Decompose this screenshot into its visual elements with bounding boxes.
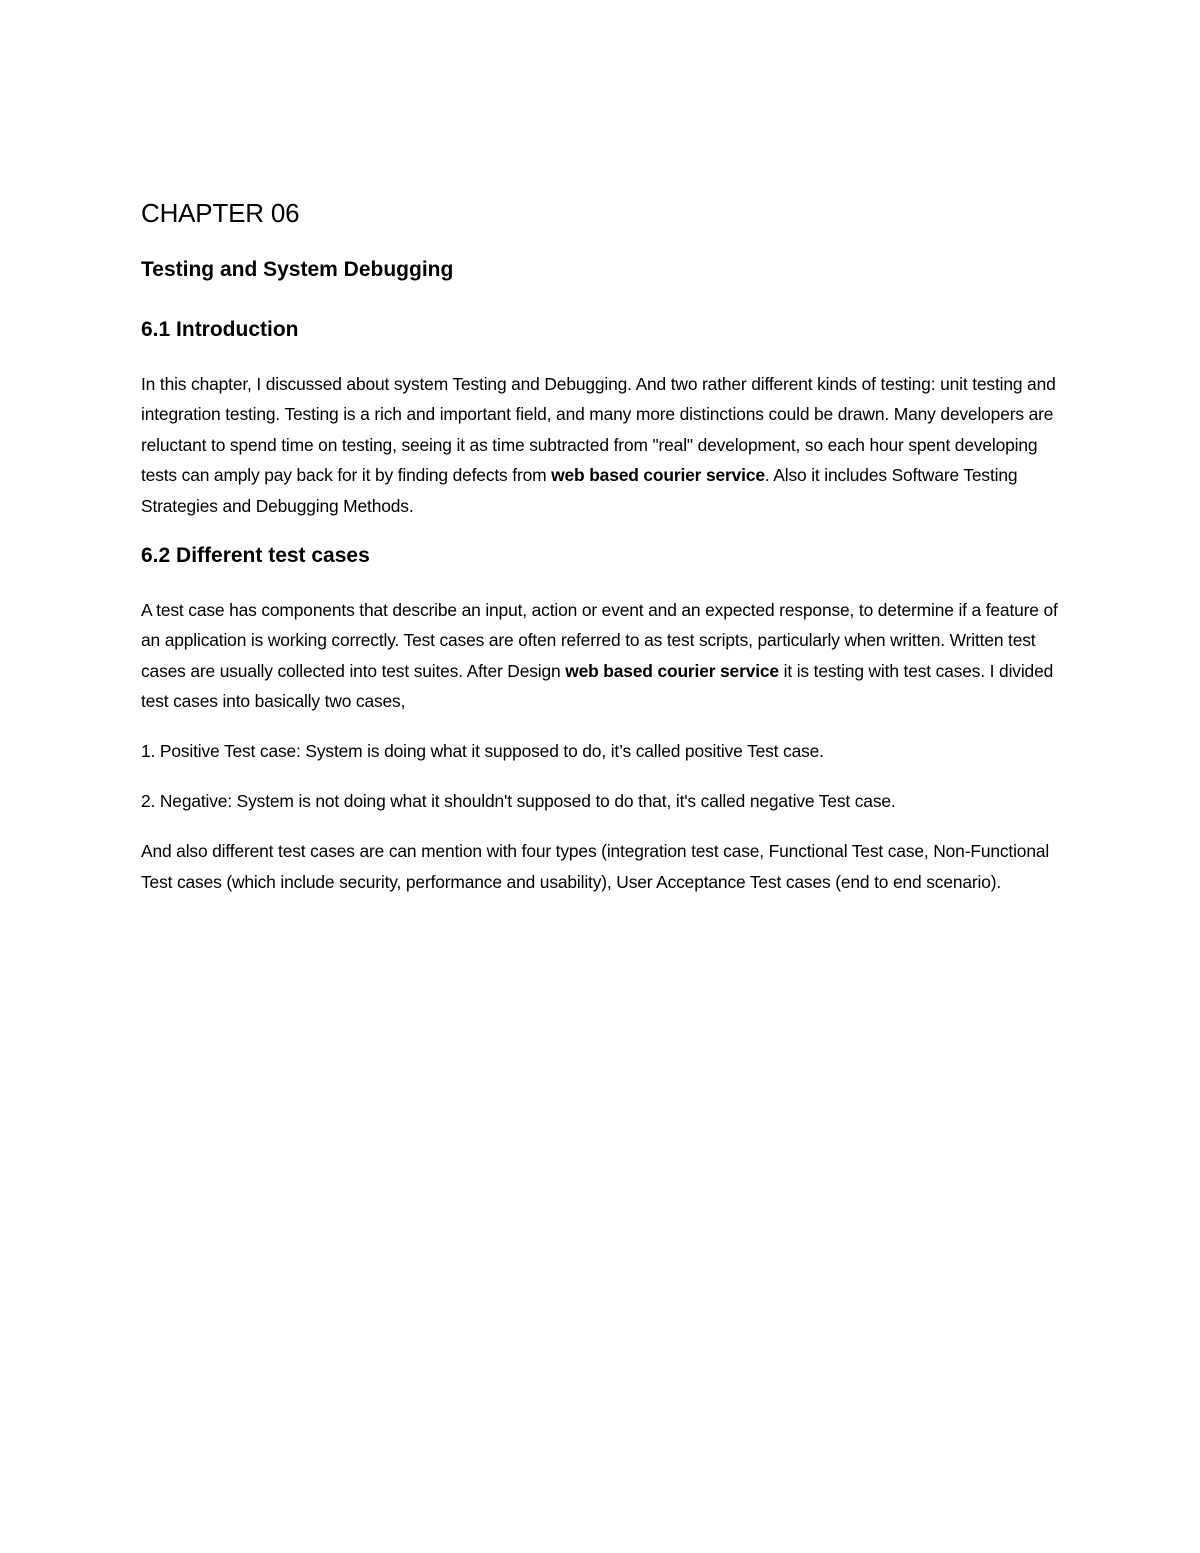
negative-test-case-item: 2. Negative: System is not doing what it shouldn't supposed to do that, it's called negative Test case. xyxy=(141,791,896,812)
test-cases-paragraph xyxy=(141,595,1061,717)
chapter-label: CHAPTER 06 xyxy=(141,198,300,228)
introduction-paragraph xyxy=(141,369,1061,521)
section-heading-introduction: 6.1 Introduction xyxy=(141,318,299,341)
chapter-title: Testing and System Debugging xyxy=(141,258,454,281)
cases-bold-phrase: web based courier service xyxy=(565,660,779,681)
intro-text-start: In this chapter, I discussed about system Testing and Debugging. And two rather different kinds of testing: unit testing and integration testing. Testing is a rich and important field, and many more distinctions could be drawn. Many developers are reluctant to spend time on testing, seeing it as time subtracted from "real" development, so each hour spent developing tests can amply pay back for it by finding defects from xyxy=(141,374,1056,486)
intro-text-end: . Also it includes Software Testing Strategies and Debugging Methods. xyxy=(141,465,1018,516)
cases-text-start: A test case has components that describe an input, action or event and an expected response, to determine if a feature of an application is working correctly. Test cases are often referred to as test scripts, particularly when written. Written test cases are usually collected into test suites. After Design xyxy=(141,600,1058,681)
positive-test-case-item: 1. Positive Test case: System is doing what it supposed to do, it’s called positive Test case. xyxy=(141,740,824,761)
section-heading-test-cases: 6.2 Different test cases xyxy=(141,544,370,568)
page-content xyxy=(141,193,1061,897)
cases-text-end: it is testing with test cases. I divided test cases into basically two cases, xyxy=(141,660,1054,712)
test-case-types-paragraph: And also different test cases are can mention with four types (integration test case, Functional Test case, Non-Functional Test cases (which include security, performance and usability), User Acceptance Test cases (end to end scenario). xyxy=(141,841,1050,892)
intro-bold-phrase: web based courier service xyxy=(551,465,765,486)
